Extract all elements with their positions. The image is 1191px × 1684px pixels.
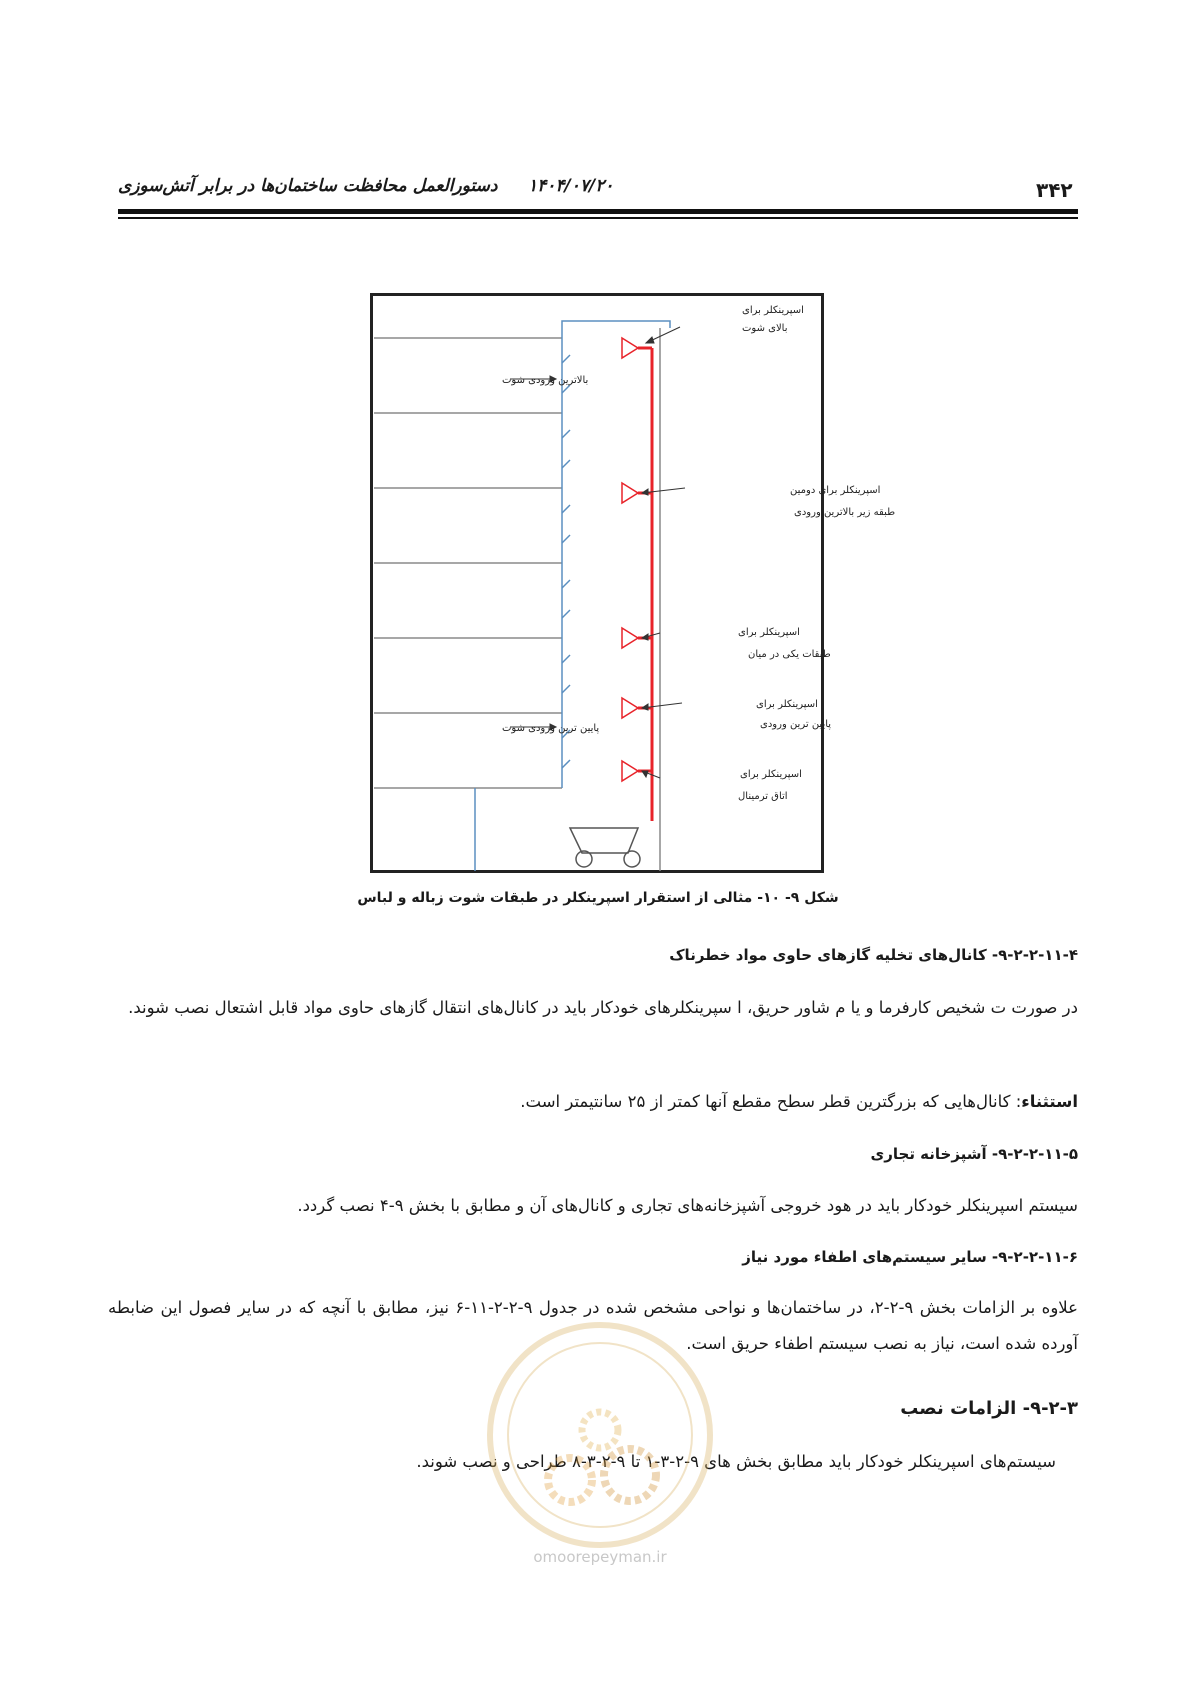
page-number: ۳۴۲ [1036, 178, 1073, 202]
label-second-floor-2: طبقه زیر بالاترین ورودی [794, 507, 896, 518]
header-date: ۱۴۰۴/۰۷/۲۰ [528, 176, 614, 196]
watermark-url: omoorepeyman.ir [533, 1548, 667, 1566]
label-alternate-2: طبقات یکی در میان [748, 649, 831, 660]
section-text-4: در صورت ت شخیص کارفرما و یا م شاور حریق، ا سپرینکلرهای خودکار باید در کانال‌های انتقال گازهای حاوی مواد قابل اشتعال نصب شوند. [128, 998, 1078, 1017]
label-lowest-entry: پایین ترین ورودی شوت [502, 723, 600, 734]
watermark-logo-icon [475, 1310, 725, 1560]
figure-frame [372, 295, 823, 872]
label-terminal-1: اسپرینکلر برای [740, 769, 802, 780]
header-rule-thin [118, 217, 1078, 219]
label-top-sprinkler-2: بالای شوت [742, 323, 788, 334]
label-lowest-sprinkler-1: اسپرینکلر برای [756, 699, 818, 710]
header-title: دستورالعمل محافظت ساختمان‌ها در برابر آتش‌سوزی [118, 176, 498, 196]
sprinkler-chute-figure [370, 293, 896, 873]
section-heading-5: ۹-۲-۲-۱۱-۵- آشپزخانه تجاری [870, 1145, 1078, 1163]
exception-label: استثناء [1021, 1092, 1078, 1111]
section-heading-install: ۹-۲-۳- الزامات نصب [900, 1398, 1078, 1419]
section-text-install: سیستم‌های اسپرینکلر خودکار باید مطابق بخش های ۹-۲-۳-۱ تا ۹-۲-۳-۸ طراحی و نصب شوند. [416, 1452, 1056, 1471]
exception-text: : کانال‌هایی که بزرگترین قطر سطح مقطع آنها کمتر از ۲۵ سانتیمتر است. [520, 1092, 1022, 1111]
section-text-6: علاوه بر الزامات بخش ۹-۲-۲، در ساختمان‌ها و نواحی مشخص شده در جدول ۹-۲-۲-۱۱-۶ نیز، مطابق با آنچه که در سایر فصول این ضابطه آورده شده است، نیاز به نصب سیستم اطفاء حریق است. [108, 1298, 1078, 1353]
label-lowest-sprinkler-2: پایین ترین ورودی [760, 719, 832, 730]
section-text-5: سیستم اسپرینکلر خودکار باید در هود خروجی آشپزخانه‌های تجاری و کانال‌های آن و مطابق با بخش ۹-۴ نصب گردد. [297, 1196, 1078, 1215]
label-second-floor-1: اسپرینکلر برای دومین [790, 485, 881, 496]
label-alternate-1: اسپرینکلر برای [738, 627, 800, 638]
section-heading-4: ۹-۲-۲-۱۱-۴- کانال‌های تخلیه گازهای حاوی مواد خطرناک [669, 946, 1078, 964]
label-highest-entry: بالاترین ورودی شوت [502, 375, 589, 386]
label-top-sprinkler-1: اسپرینکلر برای [742, 305, 804, 316]
exception-paragraph [108, 1084, 1078, 1120]
header-rule-thick [118, 209, 1078, 214]
page-header [118, 172, 1078, 208]
label-terminal-2: اتاق ترمینال [738, 791, 788, 802]
figure-caption: شکل ۹- ۱۰- مثالی از استقرار اسپرینکلر در طبقات شوت زباله و لباس [357, 890, 839, 906]
section-heading-6: ۹-۲-۲-۱۱-۶- سایر سیستم‌های اطفاء مورد نیاز [742, 1248, 1078, 1266]
